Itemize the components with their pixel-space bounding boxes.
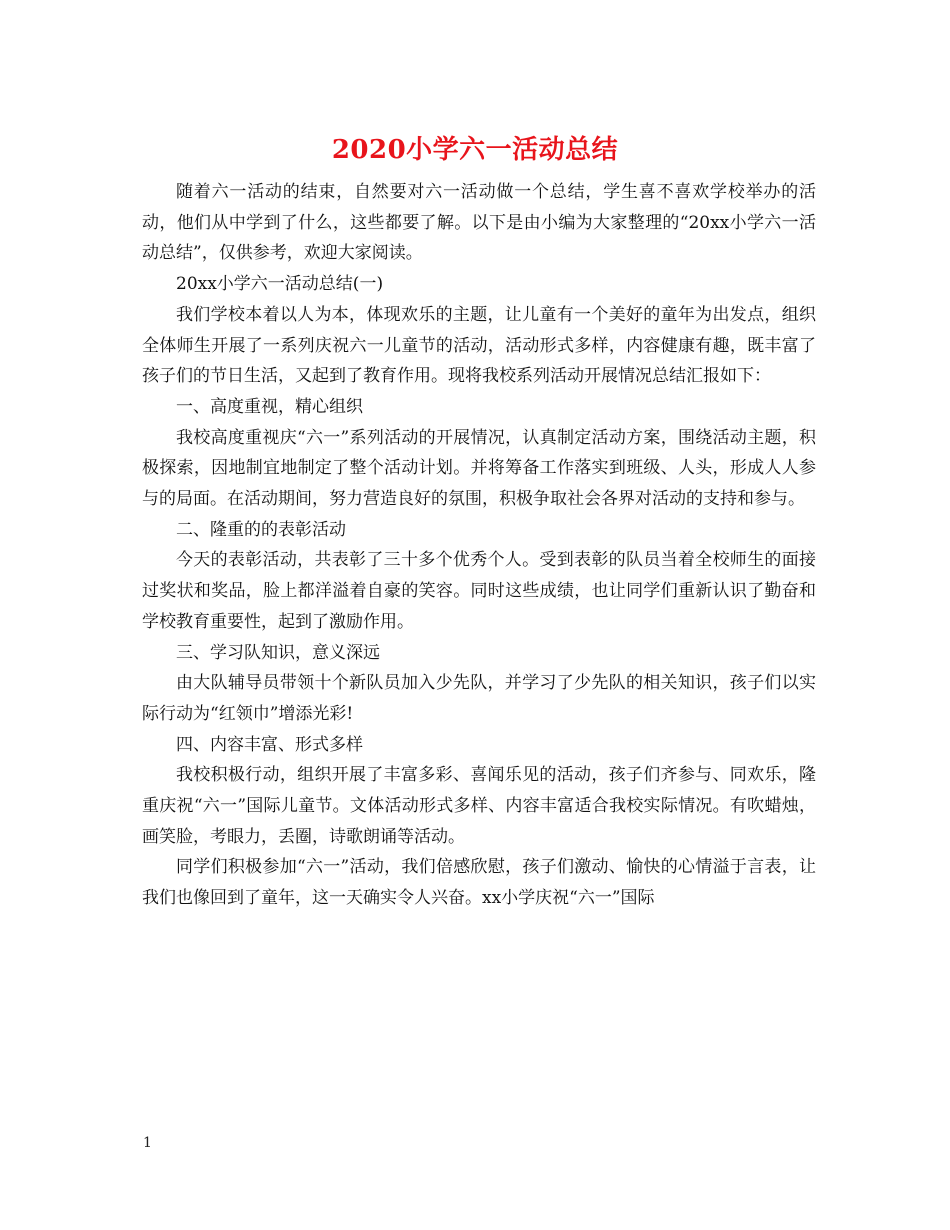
paragraph-section-4: 我校积极行动，组织开展了丰富多彩、喜闻乐见的活动，孩子们齐参与、同欢乐，隆重庆祝“六一”国际儿童节。文体活动形式多样、内容丰富适合我校实际情况。有吹蜡烛，画笑脸，考眼力，丢圈，诗歌朗诵等活动。 — [142, 765, 816, 847]
section-heading-3: 三、学习队知识，意义深远 — [176, 642, 380, 663]
document-title: 2020小学六一活动总结 — [331, 135, 619, 165]
paragraph-section-2: 今天的表彰活动，共表彰了三十多个优秀个人。受到表彰的队员当着全校师生的面接过奖状和奖品，脸上都洋溢着自豪的笑容。同时这些成绩，也让同学们重新认识了勤奋和学校教育重要性，起到了激励作用。 — [142, 550, 816, 632]
section-heading-summary-1: 20xx小学六一活动总结(一) — [176, 274, 384, 295]
paragraph-closing: 同学们积极参加“六一”活动，我们倍感欣慰，孩子们激动、愉快的心情溢于言表，让我们也像回到了童年，这一天确实令人兴奋。xx小学庆祝“六一”国际 — [142, 857, 816, 909]
page-number: 1 — [143, 1135, 152, 1151]
paragraph-intro: 随着六一活动的结束，自然要对六一活动做一个总结，学生喜不喜欢学校举办的活动，他们从中学到了什么，这些都要了解。以下是由小编为大家整理的“20xx小学六一活动总结”，仅供参考，欢迎大家阅读。 — [142, 182, 816, 264]
section-heading-4: 四、内容丰富、形式多样 — [176, 734, 363, 755]
paragraph-section-1: 我校高度重视庆“六一”系列活动的开展情况，认真制定活动方案，围绕活动主题，积极探索，因地制宜地制定了整个活动计划。并将筹备工作落实到班级、人头，形成人人参与的局面。在活动期间，努力营造良好的氛围，积极争取社会各界对活动的支持和参与。 — [142, 427, 816, 510]
section-heading-1: 一、高度重视，精心组织 — [176, 396, 363, 417]
document-body — [142, 177, 816, 914]
section-heading-2: 二、隆重的的表彰活动 — [176, 519, 346, 540]
paragraph-section-3: 由大队辅导员带领十个新队员加入少先队，并学习了少先队的相关知识，孩子们以实际行动为“红领巾”增添光彩! — [142, 673, 816, 724]
paragraph-overview: 我们学校本着以人为本，体现欢乐的主题，让儿童有一个美好的童年为出发点，组织全体师生开展了一系列庆祝六一儿童节的活动，活动形式多样，内容健康有趣，既丰富了孩子们的节日生活，又起到了教育作用。现将我校系列活动开展情况总结汇报如下： — [142, 304, 816, 387]
